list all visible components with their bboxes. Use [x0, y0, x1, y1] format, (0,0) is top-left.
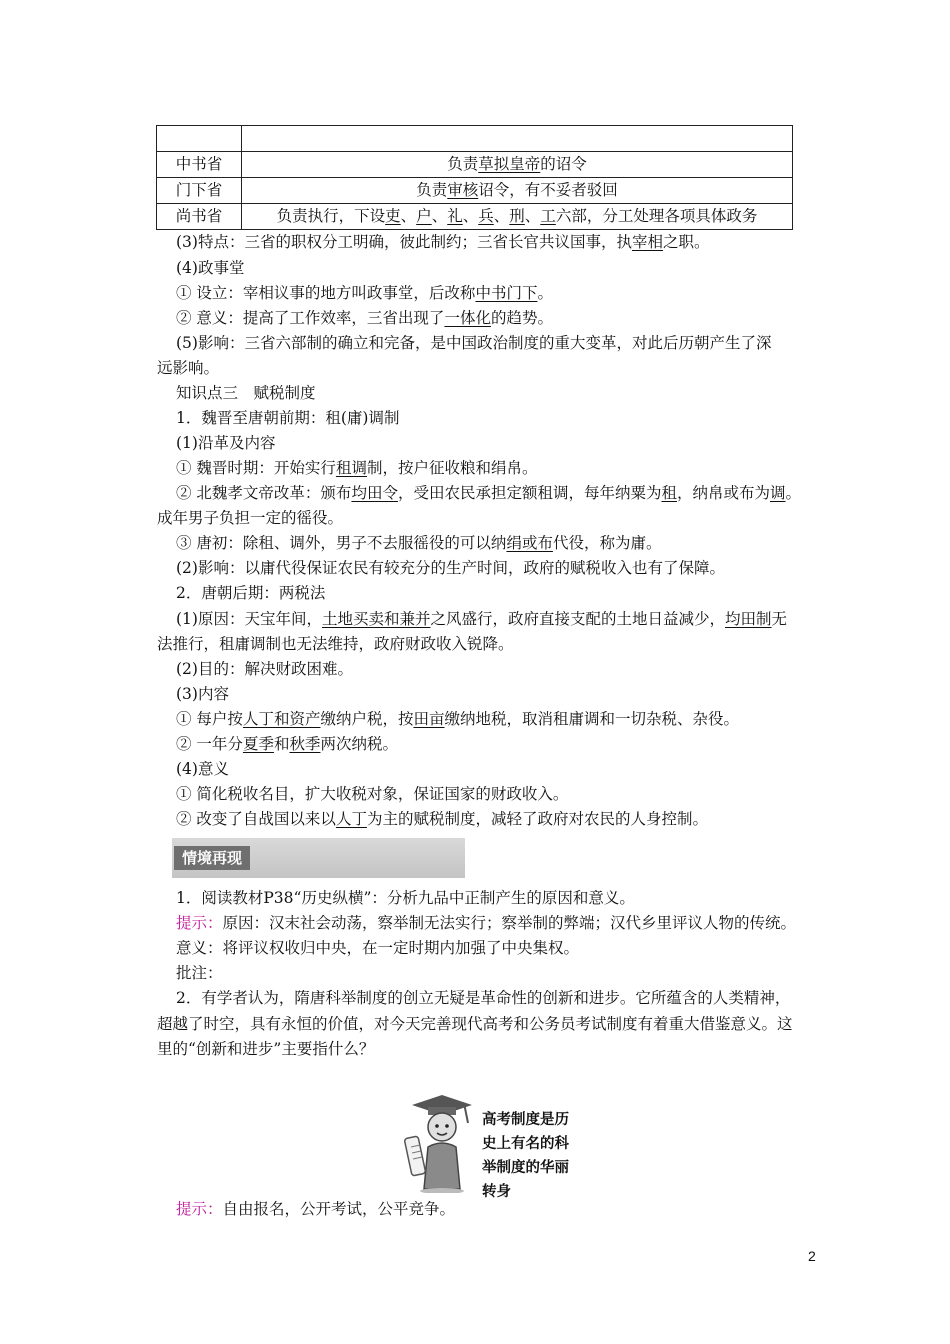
text-line: ② 意义：提高了工作效率，三省出现了一体化的趋势。: [176, 309, 553, 327]
speech-line: 高考制度是历: [482, 1112, 569, 1128]
table-header-row: [157, 126, 793, 152]
text-line: ① 简化税收名目，扩大收税对象，保证国家的财政收入。: [176, 785, 569, 803]
text-line: 法推行，租庸调制也无法维持，政府财政收入锐降。: [157, 635, 514, 653]
table-header-cell: [242, 126, 793, 152]
text-line: ③ 唐初：除租、调外，男子不去服徭役的可以纳绢或布代役，称为庸。: [176, 534, 662, 552]
scenario-banner-label: 情境再现: [174, 846, 250, 870]
text-line: (2)目的：解决财政困难。: [176, 660, 353, 678]
text-line: 意义：将评议权收归中央，在一定时期内加强了中央集权。: [176, 939, 580, 957]
speech-line: 史上有名的科: [482, 1136, 569, 1152]
text-line: 成年男子负担一定的徭役。: [157, 509, 344, 527]
table-header-cell: [157, 126, 242, 152]
hint-line: 提示：自由报名，公开考试，公平竞争。: [176, 1200, 456, 1218]
speech-line: 举制度的华丽: [482, 1160, 569, 1176]
text-line: ② 一年分夏季和秋季两次纳税。: [176, 735, 398, 753]
text-line: (4)意义: [176, 760, 229, 778]
text-line: 远影响。: [157, 359, 220, 377]
three-departments-table: [156, 125, 793, 230]
page-number: 2: [808, 1248, 816, 1264]
text-line: 2．唐朝后期：两税法: [176, 584, 326, 602]
scholar-figure-illustration: [402, 1093, 482, 1193]
text-line: ② 改变了自战国以来以人丁为主的赋税制度，减轻了政府对农民的人身控制。: [176, 810, 708, 828]
text-line: (3)内容: [176, 685, 229, 703]
department-name: 门下省: [157, 178, 242, 204]
table-row: [157, 152, 793, 178]
table-row: [157, 178, 793, 204]
text-line: ① 每户按人丁和资产缴纳户税，按田亩缴纳地税，取消租庸调和一切杂税、杂役。: [176, 710, 739, 728]
text-line: 超越了时空，具有永恒的价值，对今天完善现代高考和公务员考试制度有着重大借鉴意义。这: [157, 1015, 793, 1033]
section-heading: 知识点三 赋税制度: [176, 384, 316, 402]
text-line: 1．阅读教材P38“历史纵横”：分析九品中正制产生的原因和意义。: [176, 889, 635, 907]
text-line: (4)政事堂: [176, 259, 245, 277]
text-line: (5)影响：三省六部制的确立和完备，是中国政治制度的重大变革，对此后历朝产生了深: [176, 334, 772, 352]
text-line: (2)影响：以庸代役保证农民有较充分的生产时间，政府的赋税收入也有了保障。: [176, 559, 725, 577]
department-duty: 负责审核诏令，有不妥者驳回: [242, 178, 793, 204]
department-duty: 负责草拟皇帝的诏令: [242, 152, 793, 178]
department-name: 中书省: [157, 152, 242, 178]
text-line: 里的“创新和进步”主要指什么？: [157, 1040, 375, 1058]
text-line: ① 设立：宰相议事的地方叫政事堂，后改称中书门下。: [176, 284, 553, 302]
text-line: (1)沿革及内容: [176, 434, 276, 452]
text-line: 2．有学者认为，隋唐科举制度的创立无疑是革命性的创新和进步。它所蕴含的人类精神，: [176, 989, 791, 1007]
scenario-banner: [172, 838, 465, 878]
hint-line: 提示：原因：汉末社会动荡，察举制无法实行；察举制的弊端；汉代乡里评议人物的传统。: [176, 914, 797, 932]
speech-text: [482, 1108, 569, 1204]
department-duty: 负责执行，下设吏、户、礼、兵、刑、工六部，分工处理各项具体政务: [242, 204, 793, 230]
text-line: (1)原因：天宝年间，土地买卖和兼并之风盛行，政府直接支配的土地日益减少，均田制无: [176, 610, 788, 628]
table-row: [157, 204, 793, 230]
department-name: 尚书省: [157, 204, 242, 230]
speech-line: 转身: [482, 1184, 511, 1200]
text-line: (3)特点：三省的职权分工明确，彼此制约；三省长官共议国事，执宰相之职。: [176, 233, 710, 251]
text-line: ① 魏晋时期：开始实行租调制，按户征收粮和绢帛。: [176, 459, 538, 477]
annotation-label: 批注：: [176, 964, 223, 982]
text-line: 1．魏晋至唐朝前期：租(庸)调制: [176, 409, 400, 427]
text-line: ② 北魏孝文帝改革：颁布均田令，受田农民承担定额租调，每年纳粟为租，纳帛或布为调。: [176, 484, 802, 502]
